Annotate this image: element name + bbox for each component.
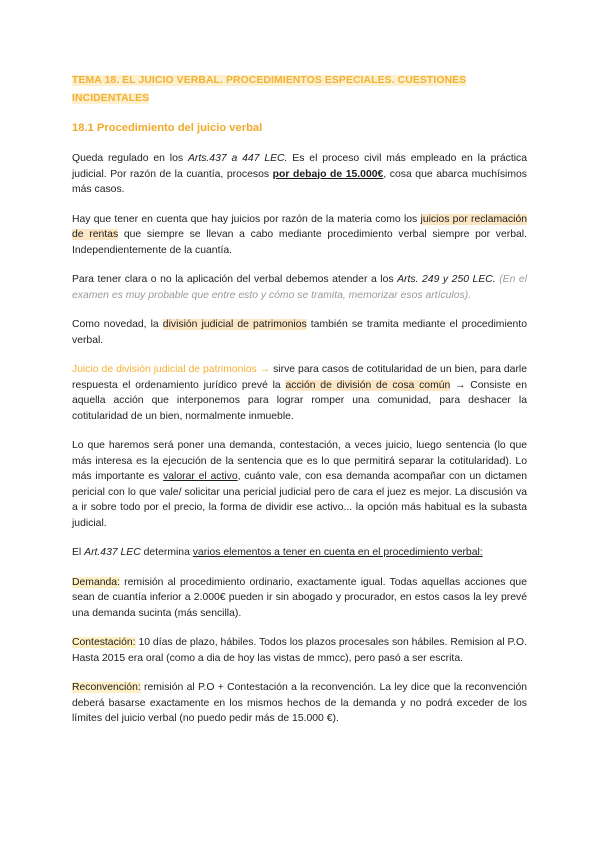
section-heading: 18.1 Procedimiento del juicio verbal xyxy=(72,122,263,134)
term-label: Demanda: xyxy=(72,576,120,588)
paragraph-6 xyxy=(72,438,527,531)
text: remisión al procedimiento ordinario, exactamente igual. Todas aquellas acciones que sean de cuantía inferior a 2.000€ pueden ir sin abogado y procurador, en estos casos la ley prevé una demanda sucinta (más sencilla). xyxy=(72,576,527,619)
article-ref: Arts.437 a 447 LEC. xyxy=(187,153,288,164)
text: Queda regulado en los xyxy=(72,153,188,164)
text: 10 días de plazo, hábiles. Todos los plazos procesales son hábiles. Remision al P.O. Hasta 2015 era oral (como a dia de hoy las vistas de mmcc), pero pasó a ser escrita. xyxy=(72,637,527,664)
text: sirve para casos de cotitularidad de un bien, para darle respuesta el ordenamiento jurídico prevé la xyxy=(72,364,527,391)
text: Como novedad, la xyxy=(72,319,163,330)
term-label: Contestación: xyxy=(72,637,136,648)
paragraph-9 xyxy=(72,635,527,666)
paragraph-3 xyxy=(72,272,527,303)
text: Hay que tener en cuenta que hay juicios por razón de la materia como los xyxy=(72,213,421,225)
highlight: juicios por reclamación de rentas xyxy=(72,213,527,240)
paragraph-5 xyxy=(72,362,527,424)
emphasis-amount: por debajo de 15.000€ xyxy=(272,168,384,180)
highlight: acción de división de cosa común xyxy=(285,379,451,391)
underlined: varios elementos a tener en cuenta en el procedimiento verbal: xyxy=(192,547,483,558)
term-heading: Juicio de división judicial de patrimonios → xyxy=(72,364,271,375)
paragraph-2 xyxy=(72,212,527,259)
highlight: división judicial de patrimonios xyxy=(162,319,307,330)
text: Lo que haremos será poner una demanda, contestación, a veces juicio, luego sentencia (lo que más interesa es la ejecución de la sentencia que es lo que permitirá separar la cotitularidad). Lo más importante es xyxy=(72,440,527,482)
text: El xyxy=(72,547,85,558)
document-title: TEMA 18. EL JUICIO VERBAL. PROCEDIMIENTOS ESPECIALES. CUESTIONES INCIDENTALES xyxy=(72,75,467,104)
paragraph-1 xyxy=(72,151,527,198)
term-label: Reconvención: xyxy=(72,682,141,693)
title-block xyxy=(72,70,527,106)
text: determina xyxy=(140,547,193,558)
article-ref: Arts. 249 y 250 LEC. xyxy=(397,274,496,285)
text: , cuánto vale, con esa demanda acompañar con un dictamen pericial con lo que vale/ solicitar una pericial judicial pero de cara el juez es mejor. La discusión va a ir sobre todo por el precio, la forma de dividir ese activo... la opción más habitual es la subasta judicial. xyxy=(72,471,528,529)
text: → Consiste en aquella acción que interponemos para lograr romper una comunidad, para deshacer la cotitularidad de un bien, normalmente inmueble. xyxy=(72,379,527,422)
text: remisión al P.O + Contestación a la reconvención. La ley dice que la reconvención deberá basarse exactamente en los mismos hechos de la demanda y no podrá exceder de los límites del juicio verbal (no puedo pedir más de 15.000 €). xyxy=(72,682,527,724)
text: Para tener clara o no la aplicación del verbal debemos atender a los xyxy=(72,274,398,285)
paragraph-4 xyxy=(72,317,527,348)
paragraph-10 xyxy=(72,680,527,727)
text: Es el proceso civil más empleado en la práctica judicial. Por razón de la cuantía, procesos xyxy=(72,153,527,180)
article-ref: Art.437 LEC xyxy=(84,547,141,558)
text: que siempre se llevan a cabo mediante procedimiento verbal siempre por verbal. Independientemente de la cuantía. xyxy=(72,229,527,256)
underlined: valorar el activo xyxy=(163,471,238,482)
exam-note: (En el examen es muy probable que entre esto y cómo se tramita, memorizar esos artículos). xyxy=(72,274,528,301)
text: también se tramita mediante el procedimiento verbal. xyxy=(72,319,527,346)
paragraph-7 xyxy=(72,545,527,561)
paragraph-8 xyxy=(72,575,527,622)
text: , cosa que abarca muchísimos más casos. xyxy=(72,168,527,195)
